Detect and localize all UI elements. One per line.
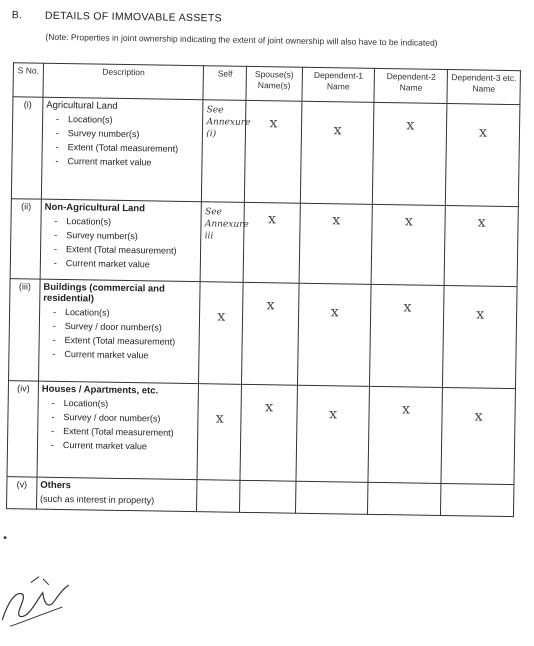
cross-mark: x xyxy=(242,282,299,385)
list-item: - Current market value xyxy=(52,349,196,362)
section-title: DETAILS OF IMMOVABLE ASSETS xyxy=(44,9,222,25)
section-heading xyxy=(12,9,222,24)
cross-mark: x xyxy=(446,104,520,207)
cross-mark: x xyxy=(372,204,446,285)
list-item: - Extent (Total measurement) xyxy=(51,426,195,439)
header-dependent-3: Dependent-3 etc. Name xyxy=(447,70,520,105)
row-description xyxy=(40,199,202,282)
row-title: Buildings (commercial and residential) xyxy=(43,281,165,305)
row-title: Others xyxy=(40,479,72,492)
row-sno: (i) xyxy=(11,97,43,199)
table-row xyxy=(10,199,518,287)
note-text: (Note: Properties in joint ownership indicating the extent of joint ownership will also have to be indicated) xyxy=(45,31,438,48)
row-sno: (v) xyxy=(7,477,37,509)
row-description xyxy=(38,279,200,384)
list-item: - Current market value xyxy=(55,156,199,169)
list-item: - Extent (Total measurement) xyxy=(56,142,200,155)
self-entry: x xyxy=(199,282,243,385)
list-item: - Location(s) xyxy=(53,307,197,320)
list-item: - Current market value xyxy=(51,440,195,453)
cross-mark xyxy=(295,481,368,514)
cross-mark xyxy=(441,483,514,516)
self-entry: See Annexure (i) xyxy=(202,100,246,203)
header-sno: S No. xyxy=(13,63,43,97)
row-items xyxy=(45,114,199,169)
row-sno: (ii) xyxy=(10,199,41,279)
list-item: - Location(s) xyxy=(52,398,196,411)
list-item: - Extent (Total measurement) xyxy=(54,244,198,257)
self-entry: x xyxy=(197,384,241,481)
self-entry: See Annexure iii xyxy=(200,202,244,283)
table-row xyxy=(7,477,514,517)
row-items xyxy=(41,398,195,453)
table-row xyxy=(7,381,515,485)
cross-mark: x xyxy=(297,283,371,386)
list-item: - Extent (Total measurement) xyxy=(53,335,197,348)
stray-mark xyxy=(4,536,7,539)
row-title: Houses / Apartments, etc. xyxy=(41,383,159,397)
header-description: Description xyxy=(43,63,204,100)
handwritten-signature xyxy=(0,570,77,631)
list-item: - Survey number(s) xyxy=(54,230,198,243)
cross-mark: x xyxy=(441,388,515,485)
cross-mark xyxy=(240,480,296,513)
row-description xyxy=(37,381,199,480)
row-items xyxy=(42,307,196,362)
header-self: Self xyxy=(203,66,246,101)
cross-mark xyxy=(368,482,441,515)
list-item: - Location(s) xyxy=(54,216,198,229)
list-item: - Survey number(s) xyxy=(56,128,200,141)
row-description xyxy=(41,97,203,202)
header-dependent-2: Dependent-2 Name xyxy=(374,68,447,103)
list-item: - Survey / door number(s) xyxy=(51,412,195,425)
table-row xyxy=(9,279,518,389)
table-row xyxy=(11,97,520,207)
list-item: - Survey / door number(s) xyxy=(53,321,197,334)
cross-mark: x xyxy=(444,206,518,287)
cross-mark: x xyxy=(300,101,374,204)
cross-mark: x xyxy=(373,102,447,205)
cross-mark: x xyxy=(296,385,370,482)
cross-mark: x xyxy=(443,286,517,389)
cross-mark: x xyxy=(370,284,444,387)
cross-mark: x xyxy=(299,203,373,284)
row-title: Agricultural Land xyxy=(46,99,118,112)
cross-mark: x xyxy=(243,202,300,283)
list-item: - Current market value xyxy=(54,258,198,271)
cross-mark: x xyxy=(240,384,297,481)
immovable-assets-table xyxy=(6,62,521,517)
row-sno: (iii) xyxy=(9,279,41,381)
header-spouse: Spouse(s) Name(s) xyxy=(246,66,302,101)
header-dependent-1: Dependent-1 Name xyxy=(302,67,375,102)
row-description xyxy=(36,477,197,512)
list-item: - Location(s) xyxy=(56,114,200,127)
row-sno: (iv) xyxy=(7,381,38,477)
cross-mark: x xyxy=(368,386,442,483)
section-number: B. xyxy=(11,9,23,22)
row-subtitle: (such as interest in property) xyxy=(40,493,155,506)
row-title: Non-Agricultural Land xyxy=(44,201,146,215)
row-items xyxy=(44,216,198,271)
cross-mark: x xyxy=(245,100,302,203)
self-entry xyxy=(197,480,240,513)
